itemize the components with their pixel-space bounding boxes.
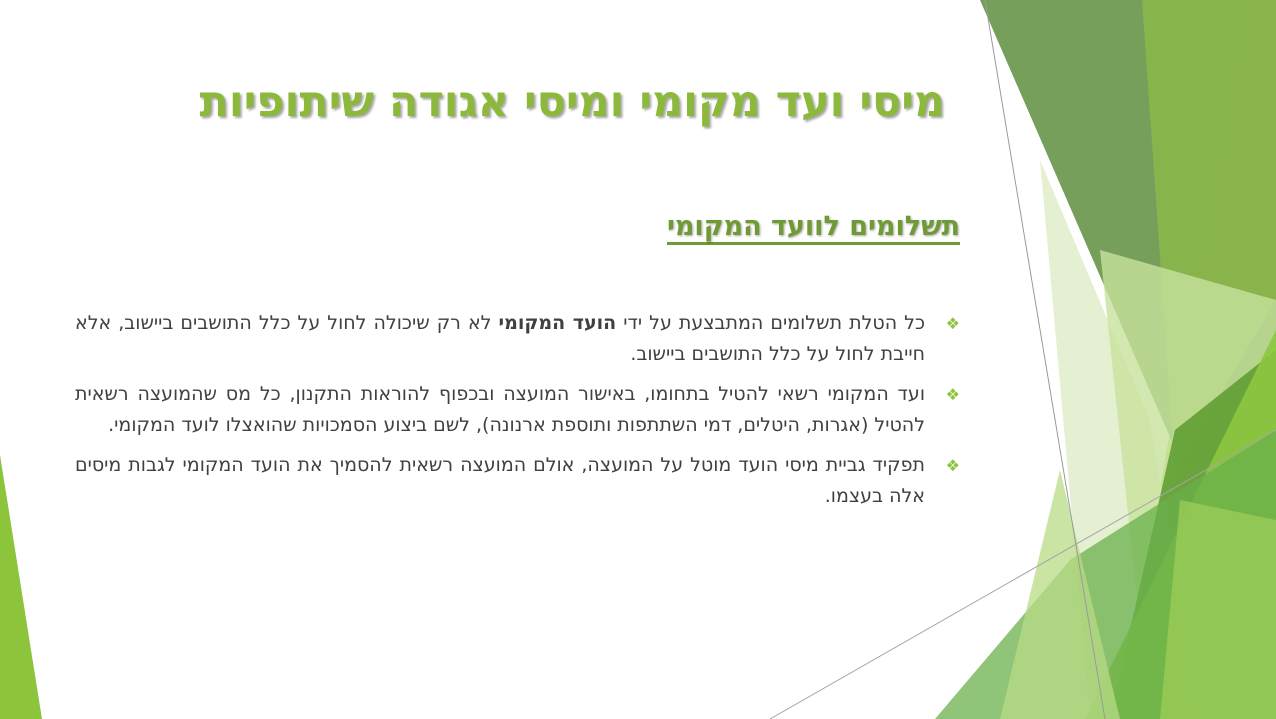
bullet-1-bold-text: הועד המקומי [498, 312, 617, 334]
bullet-item-1 [75, 308, 960, 370]
diamond-bullet-icon: ❖ [945, 314, 960, 333]
bullet-1-text-before: כל הטלת תשלומים המתבצעת על ידי [616, 312, 926, 334]
slide-subtitle [400, 207, 960, 247]
bullet-item-3 [75, 450, 960, 512]
bottom-light-shape [1160, 500, 1276, 719]
bullet-1-text-after: לא רק שיכולה לחול על כלל התושבים ביישוב, אלא חייבת לחול על כלל התושבים ביישוב. [75, 312, 925, 365]
slide-title: מיסי ועד מקומי ומיסי אגודה שיתופיות [199, 77, 945, 127]
bullet-2-text: ועד המקומי רשאי להטיל בתחומו, באישור המועצה ובכפוף להוראות התקנון, כל מס שהמועצה רשאית להטיל (אגרות, היטלים, דמי השתתפות ותוספת ארנונה), לשם ביצוע הסמכויות שהואצלו לועד המקומי. [75, 383, 925, 436]
bullet-list [75, 308, 960, 521]
bullet-3-text: תפקיד גביית מיסי הועד מוטל על המועצה, אולם המועצה רשאית להסמיך את הועד המקומי לגבות מיסים אלה בעצמו. [75, 454, 925, 507]
bullet-item-2 [75, 379, 960, 441]
diamond-bullet-icon: ❖ [945, 385, 960, 404]
subtitle-text: תשלומים לוועד המקומי [667, 211, 960, 245]
diamond-bullet-icon: ❖ [945, 456, 960, 475]
left-edge-shape [0, 455, 42, 719]
